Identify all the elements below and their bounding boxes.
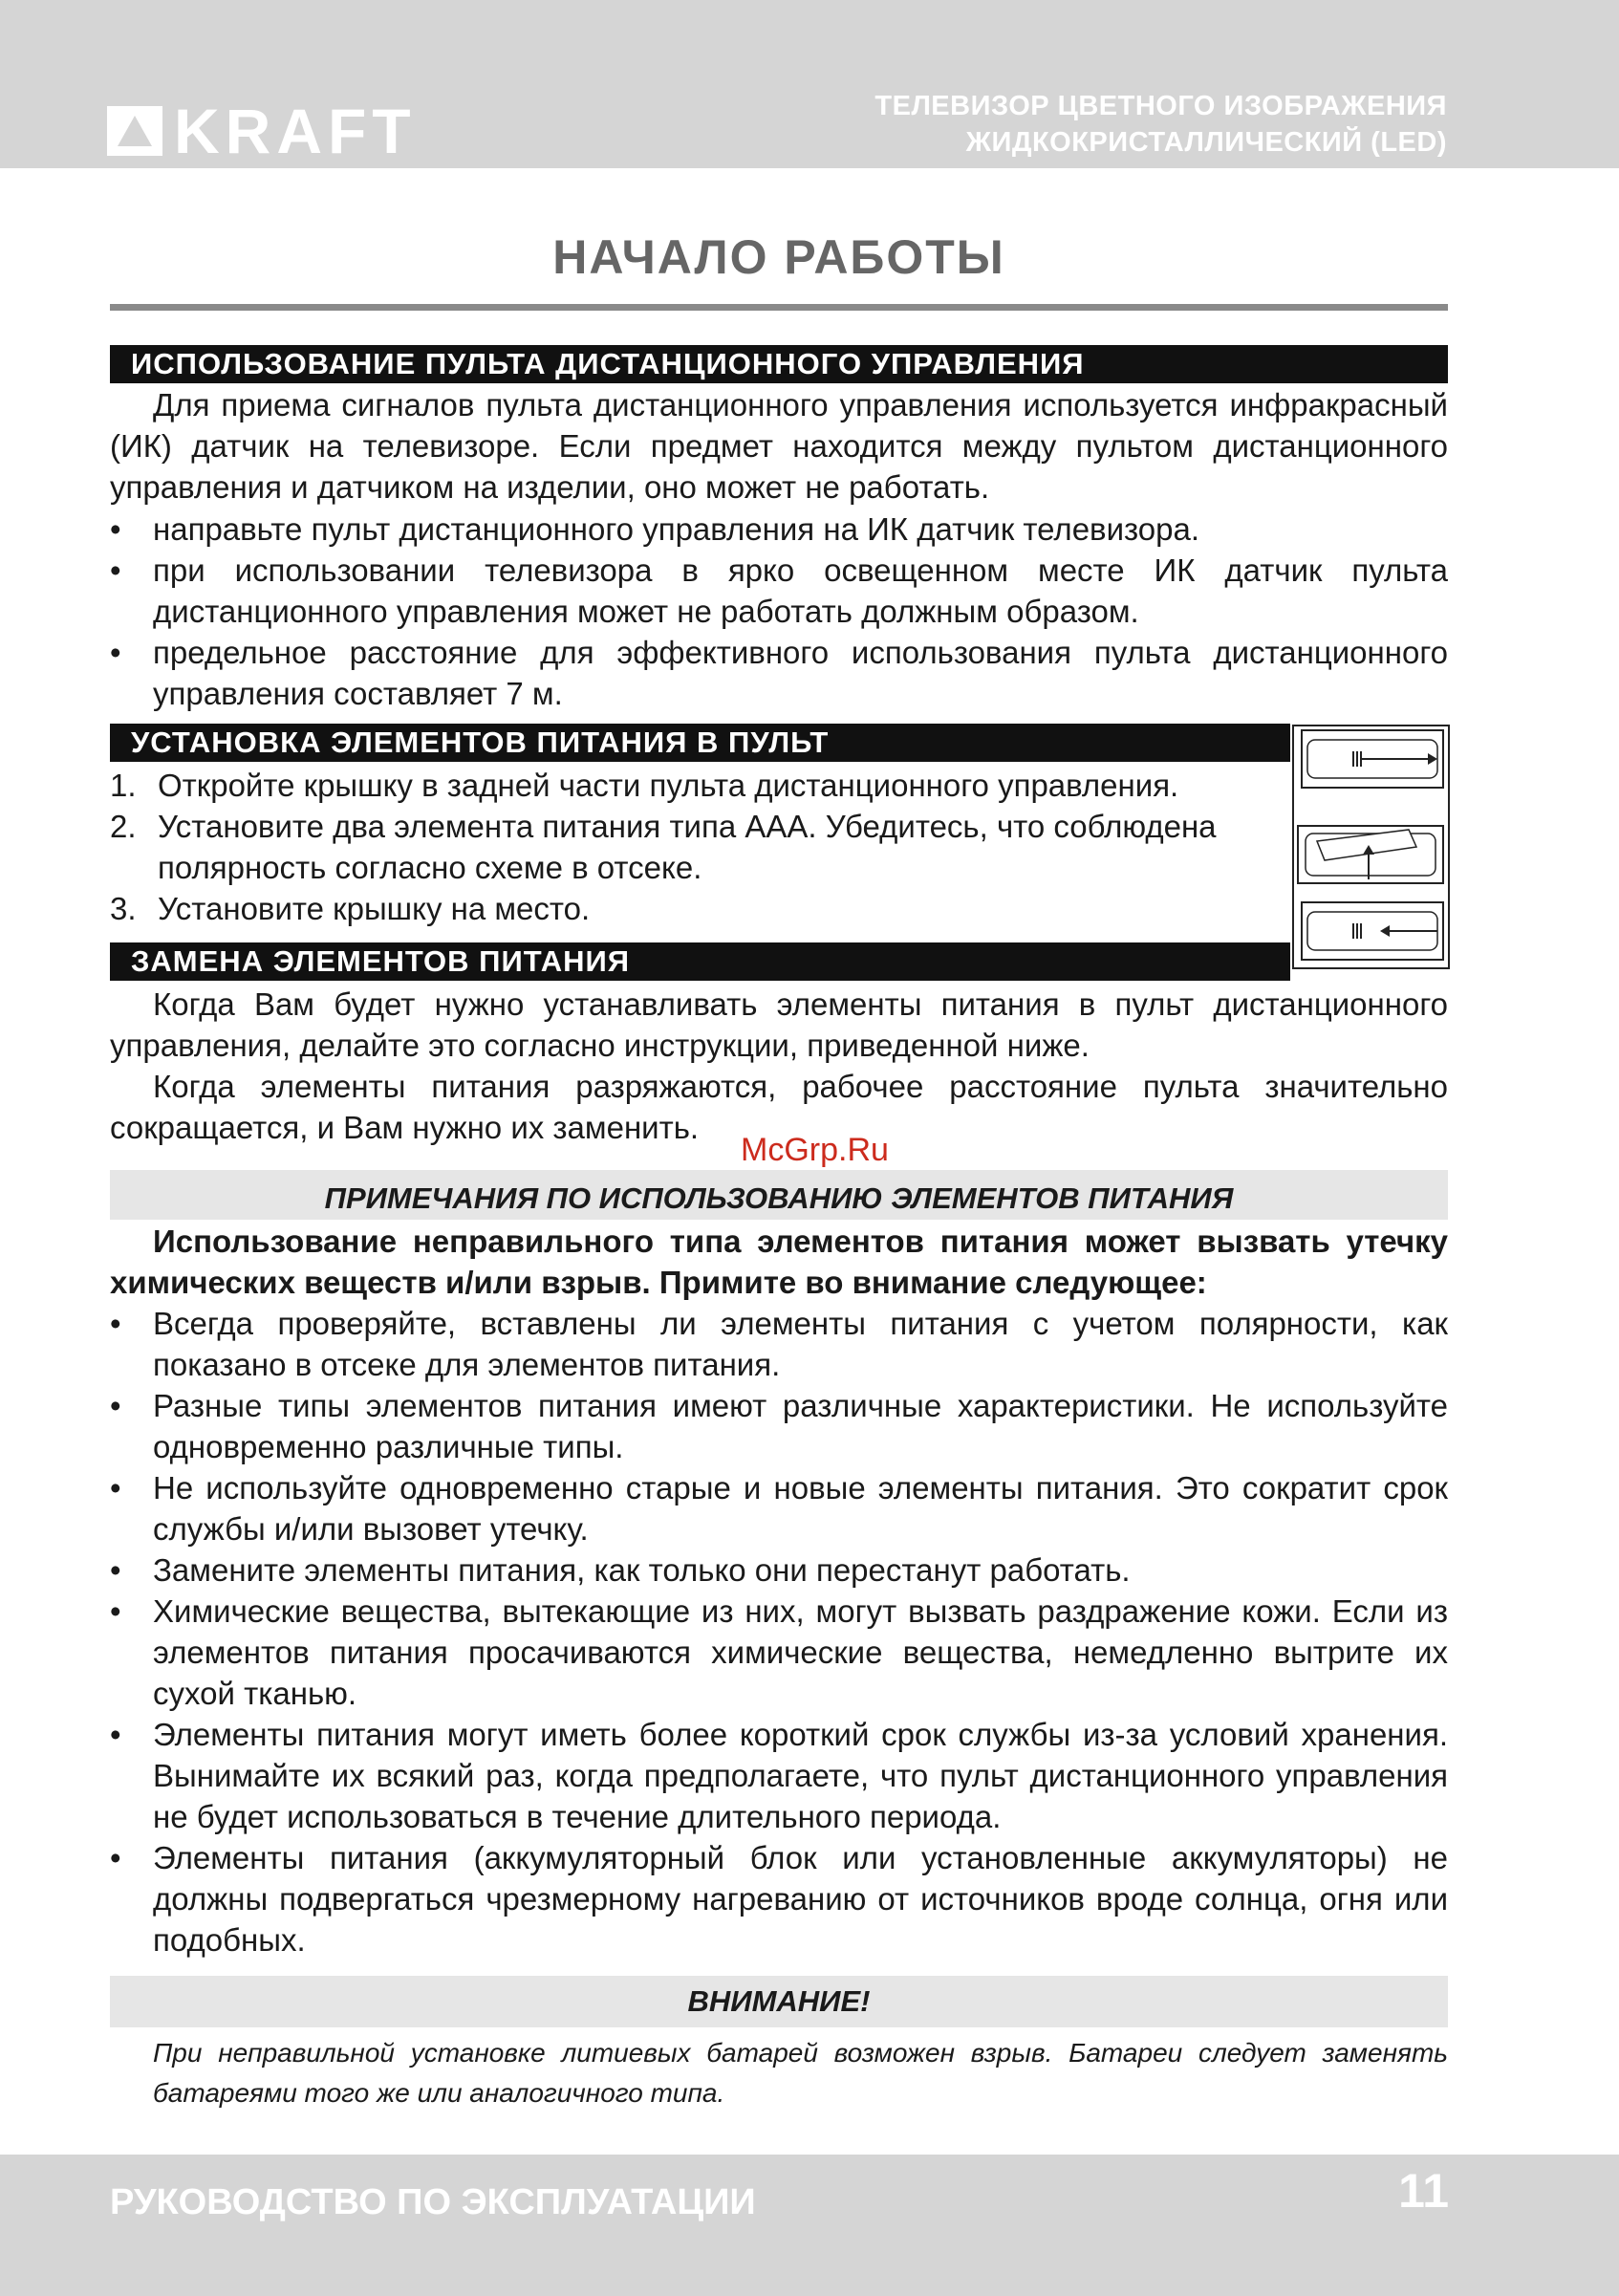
footer-title: РУКОВОДСТВО ПО ЭКСПЛУАТАЦИИ — [110, 2182, 756, 2222]
watermark: McGrp.Ru — [741, 1132, 889, 1168]
bullet-icon: • — [110, 1552, 121, 1588]
battery-diagram-svg — [1294, 726, 1448, 967]
header-product-title — [874, 88, 1447, 161]
logo-text: KRAFT — [174, 96, 417, 166]
page-title: НАЧАЛО РАБОТЫ — [552, 230, 1005, 284]
bullet-icon: • — [110, 511, 121, 547]
bullet-icon: • — [110, 1840, 121, 1875]
bullet-icon: • — [110, 1717, 121, 1752]
logo-triangle-icon — [107, 106, 162, 156]
section-heading-batteries-replace: ЗАМЕНА ЭЛЕМЕНТОВ ПИТАНИЯ — [110, 942, 1290, 981]
page-number: 11 — [1398, 2164, 1449, 2218]
list-item: • Элементы питания могут иметь более короткий срок службы из-за условий хранения. Вынимайте их всякий раз, когда предполагаете, что пульт дистанционного управления не будет использоваться в течение длительного периода. — [110, 1714, 1448, 1837]
warning-title: ВНИМАНИЕ! — [687, 1984, 871, 2018]
section-heading-remote: ИСПОЛЬЗОВАНИЕ ПУЛЬТА ДИСТАНЦИОННОГО УПРАВЛЕНИЯ — [110, 345, 1448, 383]
notes-lead: Использование неправильного типа элементов питания может вызвать утечку химических веществ и/или взрыв. Примите во внимание следующее: — [110, 1224, 1448, 1300]
section3-para2: Когда элементы питания разряжаются, рабочее расстояние пульта значительно сокращается, и Вам нужно их заменить. — [110, 1069, 1448, 1145]
header-title-line1: ТЕЛЕВИЗОР ЦВЕТНОГО ИЗОБРАЖЕНИЯ — [874, 91, 1447, 121]
step-item: 2. Установите два элемента питания типа AAA. Убедитесь, что соблюдена полярность согласно схеме в отсеке. — [110, 809, 1217, 885]
list-item: • Элементы питания (аккумуляторный блок или установленные аккумуляторы) не должны подвергаться чрезмерному нагреванию от источников вроде солнца, огня или подобных. — [110, 1837, 1448, 1960]
header-title-line2: ЖИДКОКРИСТАЛЛИЧЕСКИЙ (LED) — [965, 127, 1447, 158]
title-divider — [110, 304, 1448, 311]
warning-text: При неправильной установке литиевых батарей возможен взрыв. Батареи следует заменять батареями того же или аналогичного типа. — [153, 2038, 1448, 2108]
list-item: • предельное расстояние для эффективного использования пульта дистанционного управления составляет 7 м. — [110, 632, 1448, 714]
section-heading-batteries-install: УСТАНОВКА ЭЛЕМЕНТОВ ПИТАНИЯ В ПУЛЬТ — [110, 724, 1290, 762]
bullet-icon: • — [110, 1306, 121, 1341]
bullet-icon: • — [110, 1470, 121, 1505]
bullet-icon: • — [110, 635, 121, 670]
notes-title: ПРИМЕЧАНИЯ ПО ИСПОЛЬЗОВАНИЮ ЭЛЕМЕНТОВ ПИТАНИЯ — [324, 1181, 1234, 1215]
list-item: • Не используйте одновременно старые и новые элементы питания. Это сократит срок службы и/или вызовет утечку. — [110, 1467, 1448, 1549]
battery-compartment-diagram — [1292, 725, 1450, 969]
list-item: • Замените элементы питания, как только они перестанут работать. — [110, 1549, 1448, 1591]
list-item: • Разные типы элементов питания имеют различные характеристики. Не используйте одновременно различные типы. — [110, 1385, 1448, 1467]
list-item: • Всегда проверяйте, вставлены ли элементы питания с учетом полярности, как показано в отсеке для элементов питания. — [110, 1303, 1448, 1385]
section3-para1: Когда Вам будет нужно устанавливать элементы питания в пульт дистанционного управления, делайте это согласно инструкции, приведенной ниже. — [110, 986, 1448, 1063]
bullet-icon: • — [110, 552, 121, 588]
section1-intro: Для приема сигналов пульта дистанционного управления используется инфракрасный (ИК) датчик на телевизоре. Если предмет находится между пультом дистанционного управления и датчиком на изделии, оно может не работать. — [110, 387, 1448, 505]
bullet-icon: • — [110, 1593, 121, 1629]
list-item: • направьте пульт дистанционного управления на ИК датчик телевизора. — [110, 509, 1448, 550]
step-item: 3. Установите крышку на место. — [110, 891, 591, 926]
brand-logo — [107, 96, 417, 166]
step-item: 1. Откройте крышку в задней части пульта дистанционного управления. — [110, 768, 1179, 803]
list-item: • Химические вещества, вытекающие из них, могут вызвать раздражение кожи. Если из элементов питания просачиваются химические вещества, немедленно вытрите их сухой тканью. — [110, 1591, 1448, 1714]
bullet-icon: • — [110, 1388, 121, 1423]
list-item: • при использовании телевизора в ярко освещенном месте ИК датчик пульта дистанционного управления может не работать должным образом. — [110, 550, 1448, 632]
